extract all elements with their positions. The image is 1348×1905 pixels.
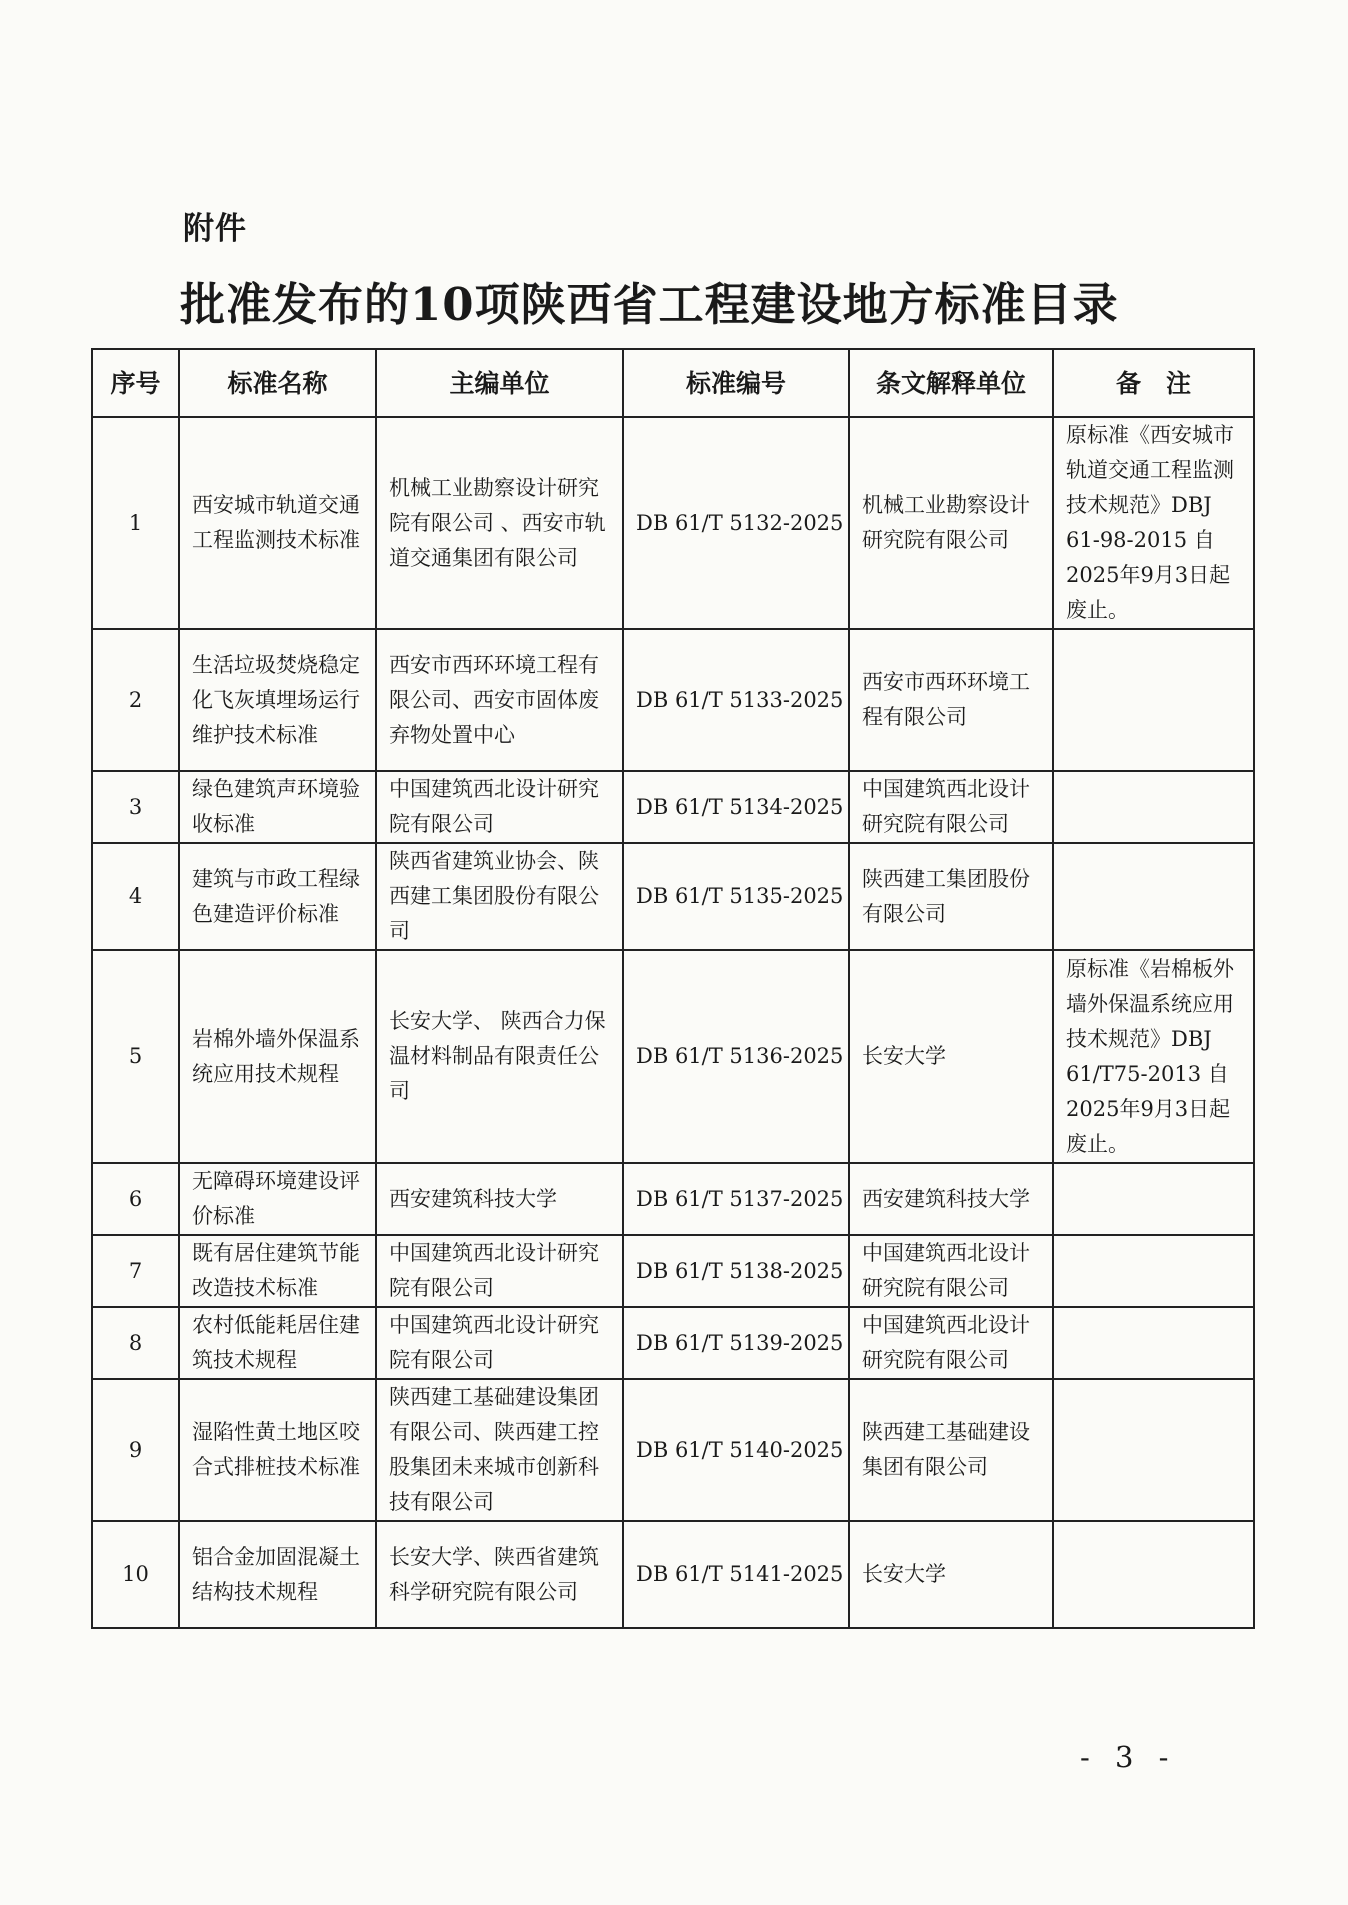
standard-name: 既有居住建筑节能改造技术标准	[179, 1235, 376, 1307]
header-editor: 主编单位	[376, 349, 623, 417]
table-row	[92, 843, 1254, 950]
row-index: 8	[92, 1307, 179, 1379]
table-row	[92, 950, 1254, 1163]
header-code: 标准编号	[623, 349, 849, 417]
page-title: 批准发布的10项陕西省工程建设地方标准目录	[180, 278, 1119, 331]
standard-code: DB 61/T 5137-2025	[623, 1163, 849, 1235]
page-number: - 3 -	[1080, 1740, 1177, 1774]
header-name: 标准名称	[179, 349, 376, 417]
chief-editor-unit: 陕西建工基础建设集团有限公司、陕西建工控股集团未来城市创新科技有限公司	[376, 1379, 623, 1521]
remark	[1053, 1307, 1254, 1379]
standard-code: DB 61/T 5132-2025	[623, 417, 849, 629]
table-row	[92, 417, 1254, 629]
row-index: 9	[92, 1379, 179, 1521]
remark	[1053, 843, 1254, 950]
table-row	[92, 1307, 1254, 1379]
table-row	[92, 1521, 1254, 1628]
interpretation-unit: 陕西建工基础建设集团有限公司	[849, 1379, 1053, 1521]
standard-name: 西安城市轨道交通工程监测技术标准	[179, 417, 376, 629]
attachment-label: 附件	[183, 211, 247, 247]
standard-name: 无障碍环境建设评价标准	[179, 1163, 376, 1235]
standard-code: DB 61/T 5138-2025	[623, 1235, 849, 1307]
chief-editor-unit: 中国建筑西北设计研究院有限公司	[376, 1307, 623, 1379]
interpretation-unit: 中国建筑西北设计研究院有限公司	[849, 1235, 1053, 1307]
row-index: 10	[92, 1521, 179, 1628]
standard-name: 铝合金加固混凝土结构技术规程	[179, 1521, 376, 1628]
standard-name: 岩棉外墙外保温系统应用技术规程	[179, 950, 376, 1163]
row-index: 1	[92, 417, 179, 629]
standard-code: DB 61/T 5141-2025	[623, 1521, 849, 1628]
remark: 原标准《西安城市轨道交通工程监测技术规范》DBJ 61-98-2015 自2025年9月3日起废止。	[1053, 417, 1254, 629]
standard-name: 建筑与市政工程绿色建造评价标准	[179, 843, 376, 950]
row-index: 2	[92, 629, 179, 771]
table-row	[92, 1163, 1254, 1235]
remark	[1053, 1235, 1254, 1307]
interpretation-unit: 中国建筑西北设计研究院有限公司	[849, 771, 1053, 843]
row-index: 5	[92, 950, 179, 1163]
header-index: 序号	[92, 349, 179, 417]
row-index: 3	[92, 771, 179, 843]
interpretation-unit: 长安大学	[849, 950, 1053, 1163]
remark	[1053, 1521, 1254, 1628]
standards-table	[91, 348, 1255, 1629]
chief-editor-unit: 西安市西环环境工程有限公司、西安市固体废弃物处置中心	[376, 629, 623, 771]
header-interpreter: 条文解释单位	[849, 349, 1053, 417]
standard-code: DB 61/T 5139-2025	[623, 1307, 849, 1379]
standard-code: DB 61/T 5140-2025	[623, 1379, 849, 1521]
remark	[1053, 771, 1254, 843]
chief-editor-unit: 机械工业勘察设计研究院有限公司 、西安市轨道交通集团有限公司	[376, 417, 623, 629]
interpretation-unit: 中国建筑西北设计研究院有限公司	[849, 1307, 1053, 1379]
remark	[1053, 1163, 1254, 1235]
interpretation-unit: 西安市西环环境工程有限公司	[849, 629, 1053, 771]
chief-editor-unit: 西安建筑科技大学	[376, 1163, 623, 1235]
table-row	[92, 629, 1254, 771]
standard-code: DB 61/T 5134-2025	[623, 771, 849, 843]
table-row	[92, 1235, 1254, 1307]
table-row	[92, 1379, 1254, 1521]
interpretation-unit: 陕西建工集团股份有限公司	[849, 843, 1053, 950]
chief-editor-unit: 长安大学、陕西省建筑科学研究院有限公司	[376, 1521, 623, 1628]
table-header-row	[92, 349, 1254, 417]
remark	[1053, 629, 1254, 771]
standard-name: 生活垃圾焚烧稳定化飞灰填埋场运行维护技术标准	[179, 629, 376, 771]
row-index: 6	[92, 1163, 179, 1235]
chief-editor-unit: 陕西省建筑业协会、陕西建工集团股份有限公司	[376, 843, 623, 950]
table-row	[92, 771, 1254, 843]
interpretation-unit: 机械工业勘察设计研究院有限公司	[849, 417, 1053, 629]
remark	[1053, 1379, 1254, 1521]
standard-name: 绿色建筑声环境验收标准	[179, 771, 376, 843]
header-remark: 备 注	[1053, 349, 1254, 417]
chief-editor-unit: 长安大学、 陕西合力保温材料制品有限责任公司	[376, 950, 623, 1163]
standard-code: DB 61/T 5136-2025	[623, 950, 849, 1163]
standard-name: 农村低能耗居住建筑技术规程	[179, 1307, 376, 1379]
row-index: 7	[92, 1235, 179, 1307]
chief-editor-unit: 中国建筑西北设计研究院有限公司	[376, 771, 623, 843]
chief-editor-unit: 中国建筑西北设计研究院有限公司	[376, 1235, 623, 1307]
remark: 原标准《岩棉板外墙外保温系统应用技术规范》DBJ 61/T75-2013 自2025年9月3日起废止。	[1053, 950, 1254, 1163]
row-index: 4	[92, 843, 179, 950]
interpretation-unit: 西安建筑科技大学	[849, 1163, 1053, 1235]
standard-code: DB 61/T 5133-2025	[623, 629, 849, 771]
standard-name: 湿陷性黄土地区咬合式排桩技术标准	[179, 1379, 376, 1521]
interpretation-unit: 长安大学	[849, 1521, 1053, 1628]
standard-code: DB 61/T 5135-2025	[623, 843, 849, 950]
